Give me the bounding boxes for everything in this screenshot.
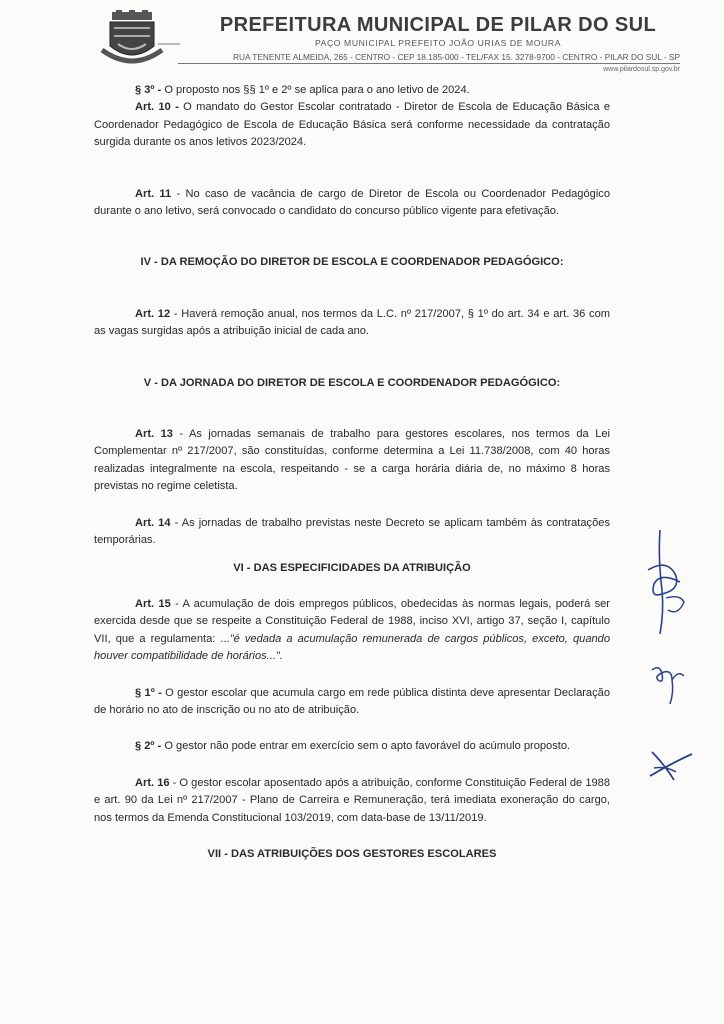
letterhead-title: PREFEITURA MUNICIPAL DE PILAR DO SUL	[219, 14, 657, 36]
constitution-quote: "é vedada a acumulação remunerada de cargos públicos, exceto, quando houver compatibilidade de horários...".	[94, 632, 611, 663]
signature-initial-1-icon	[640, 528, 688, 638]
document-body	[94, 82, 610, 863]
signature-initial-3-icon	[646, 746, 696, 786]
article-16: Art. 16 - O gestor escolar aposentado após a atribuição, conforme Constituição Federal de 1988 e art. 90 da Lei nº 217/2007 - Plano de Carreira e Remuneração, terá imediata exoneração do cargo, nos termos da Emenda Constitucional 103/2019, com data-base de 13/11/2019.	[94, 776, 611, 824]
article-13: Art. 13 - As jornadas semanais de trabalho para gestores escolares, nos termos da Lei Complementar nº 217/2007, são constituídas, conforme determina a Lei 11.738/2008, com 40 horas realizadas integralmente na escola, respeitando - se a carga horária diária de, no máximo 8 horas previstas no regime celetista.	[94, 428, 610, 493]
signature-initial-2-icon	[648, 660, 688, 706]
letterhead	[0, 0, 724, 80]
paragraph-2: § 2º - O gestor não pode entrar em exercício sem o apto favorável do acúmulo proposto.	[135, 740, 571, 753]
article-10: Art. 10 - O mandato do Gestor Escolar contratado - Diretor de Escola de Educação Básica e Coordenador Pedagógico de Escola de Educação Básica será conforme necessidade da contratação surgida durante os anos letivos 2023/2024.	[94, 101, 610, 149]
letterhead-website: www.pilardosul.sp.gov.br	[603, 66, 680, 73]
article-11: Art. 11 - No caso de vacância de cargo de Diretor de Escola ou Coordenador Pedagógico durante o ano letivo, será convocado o candidato do concurso público vigente para efetivação.	[94, 187, 611, 218]
section-heading-v: V - DA JORNADA DO DIRETOR DE ESCOLA E COORDENADOR PEDAGÓGICO:	[143, 376, 561, 389]
section-heading-vii: VII - DAS ATRIBUIÇÕES DOS GESTORES ESCOLARES	[207, 847, 497, 860]
letterhead-address: RUA TENENTE ALMEIDA, 265 - CENTRO - CEP 18.185-000 - TEL/FAX 15. 3278-9700 - CENTRO - PILAR DO SUL - SP	[178, 52, 680, 64]
article-14: Art. 14 - As jornadas de trabalho previstas neste Decreto se aplicam também às contratações temporárias.	[94, 516, 610, 547]
section-heading-iv: IV - DA REMOÇÃO DO DIRETOR DE ESCOLA E COORDENADOR PEDAGÓGICO:	[140, 256, 564, 269]
section-heading-vi: VI - DAS ESPECIFICIDADES DA ATRIBUIÇÃO	[233, 561, 471, 574]
paragraph-1: § 1º - O gestor escolar que acumula cargo em rede pública distinta deve apresentar Declaração de horário no ato de inscrição ou no ato de atribuição.	[94, 686, 610, 716]
paragraph-3: § 3º - O proposto nos §§ 1º e 2º se aplica para o ano letivo de 2024.	[135, 84, 470, 96]
letterhead-subtitle: PAÇO MUNICIPAL PREFEITO JOÃO URIAS DE MOURA	[314, 38, 562, 48]
article-15: Art. 15 - A acumulação de dois empregos públicos, obedecidas às normas legais, poderá ser exercida desde que se respeite a Constituição Federal de 1988, inciso XVI, artigo 37, seção I, capítulo VII, que a regulamenta: ..."é vedada a acumulação remunerada de cargos públicos, exceto, quando houver compatibilidade de horários...".	[94, 597, 611, 663]
municipal-crest-icon	[98, 10, 180, 70]
article-12: Art. 12 - Haverá remoção anual, nos termos da L.C. nº 217/2007, § 1º do art. 34 e art. 36 com as vagas surgidas após a atribuição inicial de cada ano.	[94, 307, 610, 338]
